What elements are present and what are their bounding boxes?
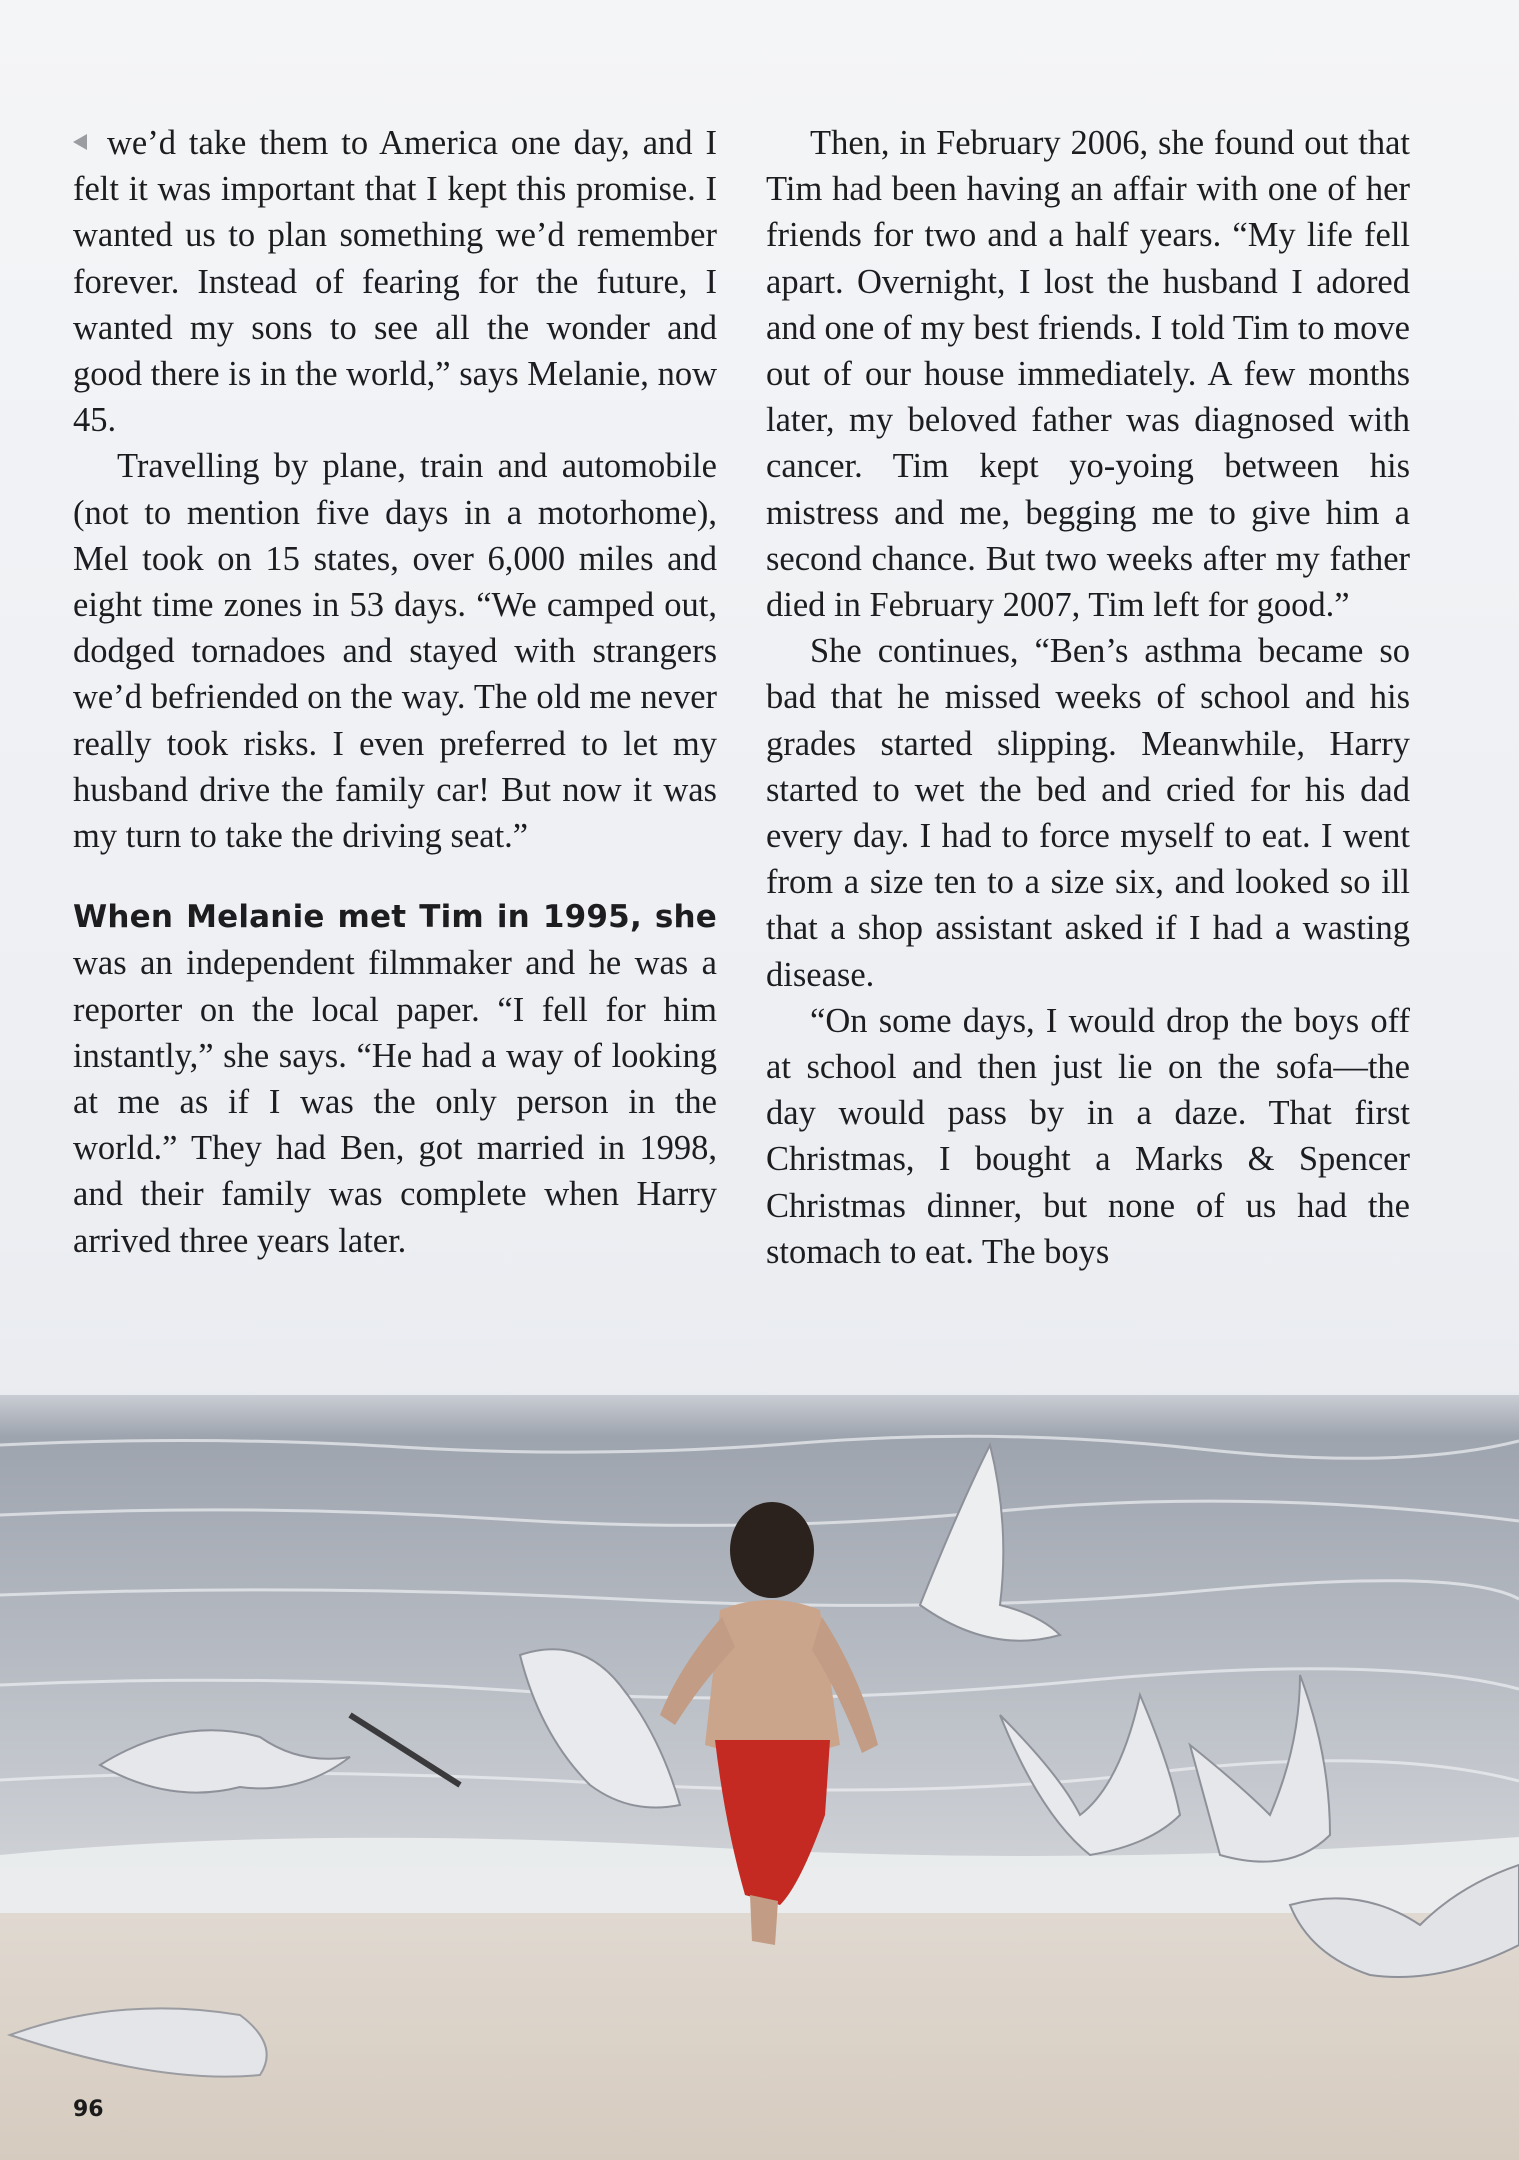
paragraph: Travelling by plane, train and automobile (not to mention five days in a motorhome), Mel took on 15 states, over 6,000 miles and eight time zones in 53 days. “We camped out, dodged tornadoes and stayed with strangers we’d befriended on the way. The old me never really took risks. I even preferred to let my husband drive the family car! But now it was my turn to take the driving seat.” — [73, 447, 717, 856]
article-column-right — [766, 120, 1410, 1275]
paragraph-text: we’d take them to America one day, and I felt it was important that I kept this promise. I wanted us to plan something we’d remember forever. Instead of fearing for the future, I wanted my sons to see all the wonder and good there is in the world,” says Melanie, now 45. — [73, 124, 717, 440]
continued-arrow-icon — [73, 134, 87, 150]
lead-in-text: When Melanie met Tim in 1995, she — [73, 899, 717, 936]
torso — [705, 1600, 840, 1755]
beach-photo — [0, 1385, 1519, 2160]
hair — [730, 1502, 814, 1598]
article-column-left — [73, 120, 717, 1264]
page-number: 96 — [73, 2097, 104, 2122]
paragraph — [73, 120, 717, 443]
paragraph — [73, 893, 717, 1264]
paragraph: Then, in February 2006, she found out that Tim had been having an affair with one of her friends for two and a half years. “My life fell apart. Overnight, I lost the husband I adored and one of my best friends. I told Tim to move out of our house immediately. A few months later, my beloved father was diagnosed with cancer. Tim kept yo-yoing between his mistress and me, begging me to give him a second chance. But two weeks after my father died in February 2007, Tim left for good.” — [766, 124, 1410, 625]
paragraph: She continues, “Ben’s asthma became so bad that he missed weeks of school and his grades started slipping. Meanwhile, Harry started to wet the bed and cried for his dad every day. I had to force myself to eat. I went from a size ten to a size six, and looked so ill that a shop assistant asked if I had a wasting disease. — [766, 632, 1410, 994]
paragraph: “On some days, I would drop the boys off at school and then just lie on the sofa—the day would pass by in a daze. That first Christmas, I bought a Marks & Spencer Christmas dinner, but none of us had the stomach to eat. The boys — [766, 1001, 1410, 1271]
paragraph-text: was an independent filmmaker and he was a reporter on the local paper. “I fell for him instantly,” she says. “He had a way of looking at me as if I was the only person in the world.” They had Ben, got married in 1998, and their family was complete when Harry arrived three years later. — [73, 944, 717, 1260]
legs — [750, 1895, 778, 1945]
